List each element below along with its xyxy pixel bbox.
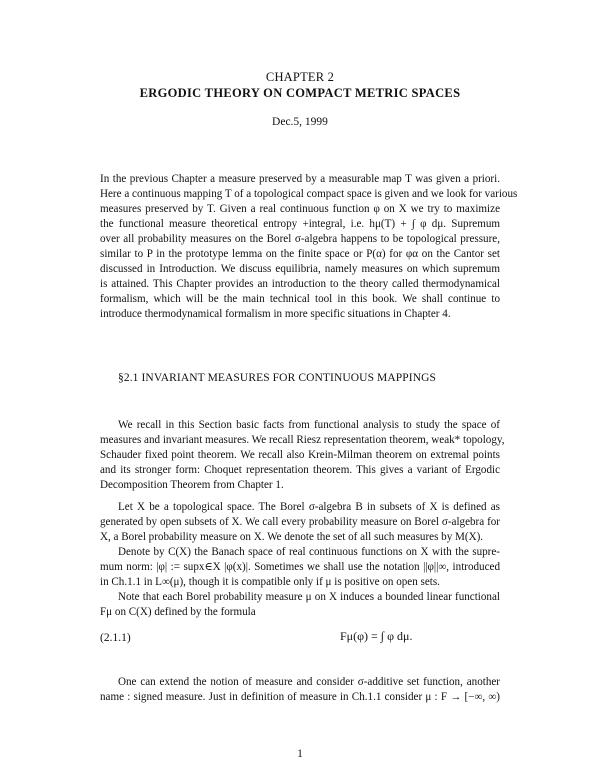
text-line: and its stronger form: Choquet representation theorem. This gives a variant of Ergodic — [100, 464, 500, 476]
text-line: Here a continuous mapping T of a topological compact space is given and we look for various — [100, 188, 518, 200]
text-line: over all probability measures on the Borel σ-algebra happens to be topological pressure, — [100, 233, 500, 245]
document-date: Dec.5, 1999 — [272, 116, 328, 128]
text-line: Decomposition Theorem from Chapter 1. — [100, 479, 284, 491]
text-line: We recall in this Section basic facts from functional analysis to study the space of — [118, 419, 500, 431]
chapter-title: ERGODIC THEORY ON COMPACT METRIC SPACES — [139, 86, 461, 100]
equation-2-1-1 — [100, 629, 500, 651]
equation-number: (2.1.1) — [100, 632, 131, 644]
text-line: Note that each Borel probability measure μ on X induces a bounded linear functional — [118, 591, 500, 603]
equation-body: Fμ(φ) = ∫ φ dμ. — [340, 629, 413, 643]
text-line: Schauder fixed point theorem. We recall also Krein-Milman theorem on extremal points — [100, 449, 500, 461]
text-line: One can extend the notion of measure and consider σ-additive set function, another — [118, 676, 500, 688]
intro-paragraph — [100, 172, 518, 322]
text-line: is attained. This Chapter provides an introduction to the theory called thermodynamical — [100, 278, 500, 290]
text-line: similar to P in the prototype lemma on the finite space or P(α) for φα on the Cantor set — [100, 248, 500, 260]
text-line: Fμ on C(X) defined by the formula — [100, 606, 256, 618]
text-line: mum norm: |φ| := supx∈X |φ(x)|. Sometimes we shall use the notation ||φ||∞, introduced — [100, 561, 500, 573]
page-number: 1 — [297, 748, 303, 760]
text-line: Denote by C(X) the Banach space of real continuous functions on X with the supre- — [118, 546, 500, 558]
section-intro-paragraph — [100, 418, 505, 493]
text-line: introduce thermodynamical formalism in more specific situations in Chapter 4. — [100, 308, 451, 320]
borel-paragraph — [100, 500, 500, 620]
text-line: the functional measure theoretical entropy +integral, i.e. hμ(T) + ∫ φ dμ. Supremum — [100, 218, 500, 230]
text-line: Let X be a topological space. The Borel σ-algebra B in subsets of X is defined as — [118, 501, 500, 513]
section-heading: §2.1 INVARIANT MEASURES FOR CONTINUOUS MAPPINGS — [118, 372, 437, 384]
text-line: measures and invariant measures. We recall Riesz representation theorem, weak* topology, — [100, 434, 505, 446]
text-line: discussed in Introduction. We discuss equilibria, namely measures on which supremum — [100, 263, 500, 275]
text-line: X, a Borel probability measure on X. We denote the set of all such measures by M(X). — [100, 531, 484, 543]
chapter-label: CHAPTER 2 — [265, 70, 335, 84]
text-line: formalism, which will be the main technical tool in this book. We shall continue to — [100, 293, 500, 305]
text-line: In the previous Chapter a measure preserved by a measurable map T was given a priori. — [100, 173, 500, 185]
signed-measure-paragraph — [100, 675, 500, 705]
text-line: generated by open subsets of X. We call every probability measure on Borel σ-algebra for — [100, 516, 500, 528]
text-line: measures preserved by T. Given a real continuous function φ on X we try to maximize — [100, 203, 500, 215]
text-line: name : signed measure. Just in definition of measure in Ch.1.1 consider μ : F → [−∞, ∞) — [100, 691, 500, 703]
text-line: in Ch.1.1 in L∞(μ), though it is compatible only if μ is positive on open sets. — [100, 576, 440, 588]
